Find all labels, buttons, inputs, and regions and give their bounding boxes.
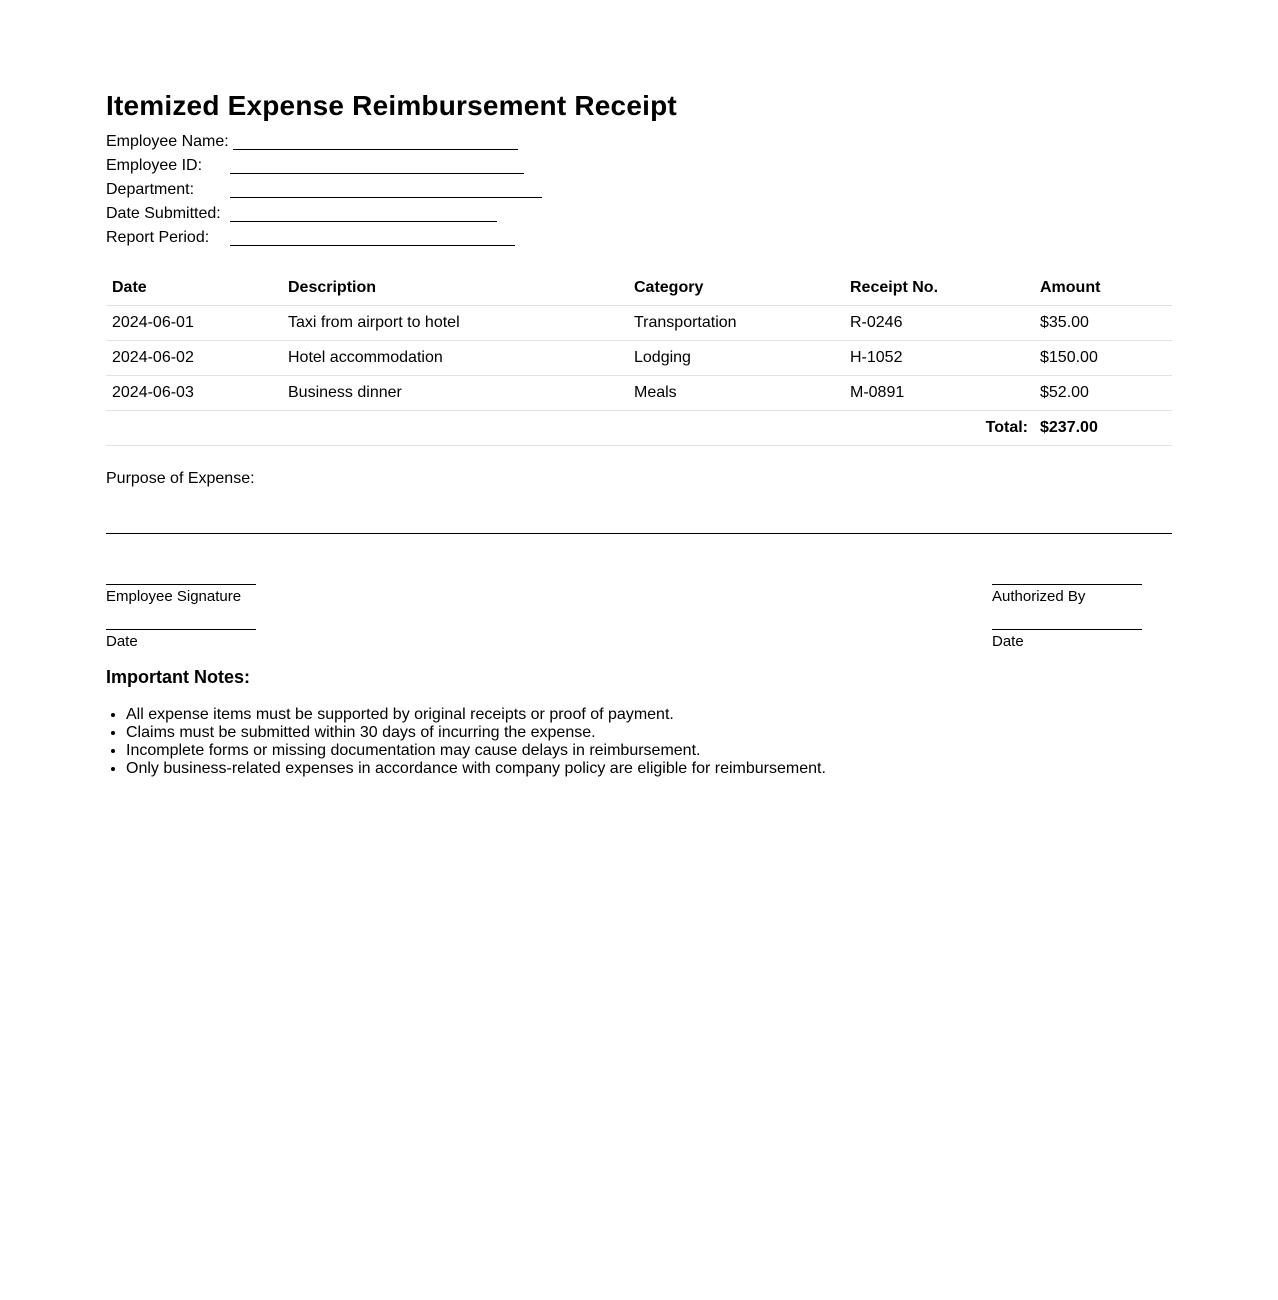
document-title: Itemized Expense Reimbursement Receipt [106,90,677,121]
cell-receipt-no: M-0891 [844,376,1034,411]
column-header-description: Description [282,271,628,306]
purpose-blank-line[interactable] [106,533,1172,534]
authorized-by-line[interactable] [992,584,1142,585]
column-header-date: Date [106,271,282,306]
employee-id-blank-line[interactable] [230,173,524,174]
column-header-category: Category [628,271,844,306]
list-item: • Incomplete forms or missing documentation may cause delays in reimbursement. [126,742,826,760]
department-label: Department: [106,181,195,198]
cell-date: 2024-06-03 [106,376,282,411]
date-submitted-blank-line[interactable] [230,221,497,222]
table-row [106,376,1172,411]
employee-id-label: Employee ID: [106,157,203,174]
table-row [106,341,1172,376]
cell-description: Hotel accommodation [282,341,628,376]
employee-name-label: Employee Name: [106,133,229,150]
cell-amount: $35.00 [1034,306,1172,341]
expense-table [106,271,1172,446]
employee-name-blank-line[interactable] [233,149,518,150]
cell-category: Transportation [628,306,844,341]
cell-description: Taxi from airport to hotel [282,306,628,341]
department-blank-line[interactable] [230,197,542,198]
list-item: • Claims must be submitted within 30 days of incurring the expense. [126,724,826,742]
report-period-blank-line[interactable] [230,245,515,246]
date-submitted-label: Date Submitted: [106,205,221,222]
employee-date-label: Date [106,633,138,650]
report-period-label: Report Period: [106,229,210,246]
cell-receipt-no: H-1052 [844,341,1034,376]
table-header-row [106,271,1172,306]
cell-amount: $52.00 [1034,376,1172,411]
authorized-date-label: Date [992,633,1024,650]
column-header-receipt-no: Receipt No. [844,271,1034,306]
total-label: Total: [106,411,1034,446]
cell-description: Business dinner [282,376,628,411]
notes-title: Important Notes: [106,667,250,687]
list-item: • All expense items must be supported by original receipts or proof of payment. [126,706,826,724]
purpose-label: Purpose of Expense: [106,470,255,487]
notes-list [106,706,826,778]
employee-date-line[interactable] [106,629,256,630]
cell-amount: $150.00 [1034,341,1172,376]
total-value: $237.00 [1034,411,1172,446]
employee-signature-label: Employee Signature [106,588,242,605]
cell-date: 2024-06-01 [106,306,282,341]
column-header-amount: Amount [1034,271,1172,306]
cell-category: Meals [628,376,844,411]
cell-receipt-no: R-0246 [844,306,1034,341]
list-item: • Only business-related expenses in accordance with company policy are eligible for reimbursement. [126,760,826,778]
employee-signature-line[interactable] [106,584,256,585]
authorized-by-label: Authorized By [992,588,1086,605]
total-row [106,411,1172,446]
authorized-date-line[interactable] [992,629,1142,630]
cell-date: 2024-06-02 [106,341,282,376]
table-row [106,306,1172,341]
cell-category: Lodging [628,341,844,376]
